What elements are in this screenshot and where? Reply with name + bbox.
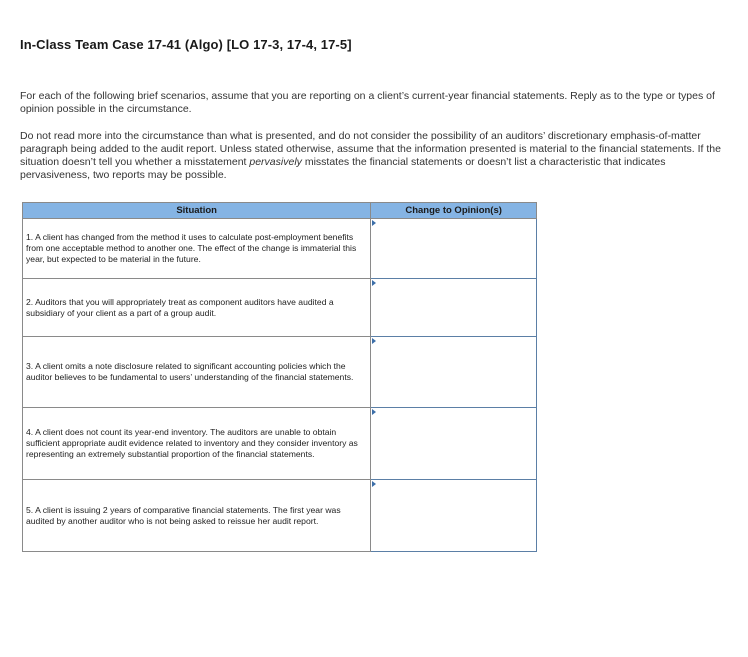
- dropdown-arrow-icon[interactable]: [372, 481, 376, 487]
- dropdown-arrow-icon[interactable]: [372, 409, 376, 415]
- situation-header: Situation: [23, 203, 371, 219]
- instructions-text-part1: Do not read more into the circumstance than what is presented, and do not consider the possibility of an auditors’ discretionary emphasis-of-matter paragraph being added to the audit report. Unless stated otherwise, assume that the information presented is material to the financial statements. If the situation doesn’t tell you whether a misstatement: [20, 130, 721, 168]
- situation-3: 3. A client omits a note disclosure related to significant accounting policies which the auditor believes to be fundamental to users’ understanding of the financial statements.: [23, 337, 371, 408]
- situation-1: 1. A client has changed from the method it uses to calculate post-employment benefits from one acceptable method to another one. The effect of the change is immaterial this year, but expected to be material in the future.: [23, 219, 371, 279]
- table-row: [23, 279, 537, 337]
- instructions-paragraph: [20, 130, 725, 182]
- situation-4: 4. A client does not count its year-end inventory. The auditors are unable to obtain sufficient appropriate audit evidence related to inventory and they consider inventory as representing an extremely substantial proportion of the financial statements.: [23, 408, 371, 480]
- dropdown-arrow-icon[interactable]: [372, 280, 376, 286]
- answer-input-3[interactable]: [371, 337, 537, 408]
- dropdown-arrow-icon[interactable]: [372, 220, 376, 226]
- instructions-text-part2: misstates the financial statements or doesn’t list a characteristic that indicates pervasiveness, two reports may be possible.: [20, 156, 666, 181]
- situation-table: [22, 202, 537, 552]
- change-to-opinion-header: Change to Opinion(s): [371, 203, 537, 219]
- table-header-row: [23, 203, 537, 219]
- table-row: [23, 337, 537, 408]
- answer-input-1[interactable]: [371, 219, 537, 279]
- situation-5: 5. A client is issuing 2 years of comparative financial statements. The first year was audited by another auditor who is not being asked to reissue her audit report.: [23, 480, 371, 552]
- table-row: [23, 480, 537, 552]
- intro-paragraph: For each of the following brief scenarios, assume that you are reporting on a client’s current-year financial statements. Reply as to the type or types of opinion possible in the circumstance.: [20, 90, 715, 115]
- table-row: [23, 219, 537, 279]
- table-row: [23, 408, 537, 480]
- answer-input-5[interactable]: [371, 480, 537, 552]
- dropdown-arrow-icon[interactable]: [372, 338, 376, 344]
- instructions-italic-word: pervasively: [249, 156, 302, 168]
- answer-input-2[interactable]: [371, 279, 537, 337]
- answer-input-4[interactable]: [371, 408, 537, 480]
- situation-2: 2. Auditors that you will appropriately treat as component auditors have audited a subsidiary of your client as a part of a group audit.: [23, 279, 371, 337]
- page-title: In-Class Team Case 17-41 (Algo) [LO 17-3, 17-4, 17-5]: [20, 37, 352, 52]
